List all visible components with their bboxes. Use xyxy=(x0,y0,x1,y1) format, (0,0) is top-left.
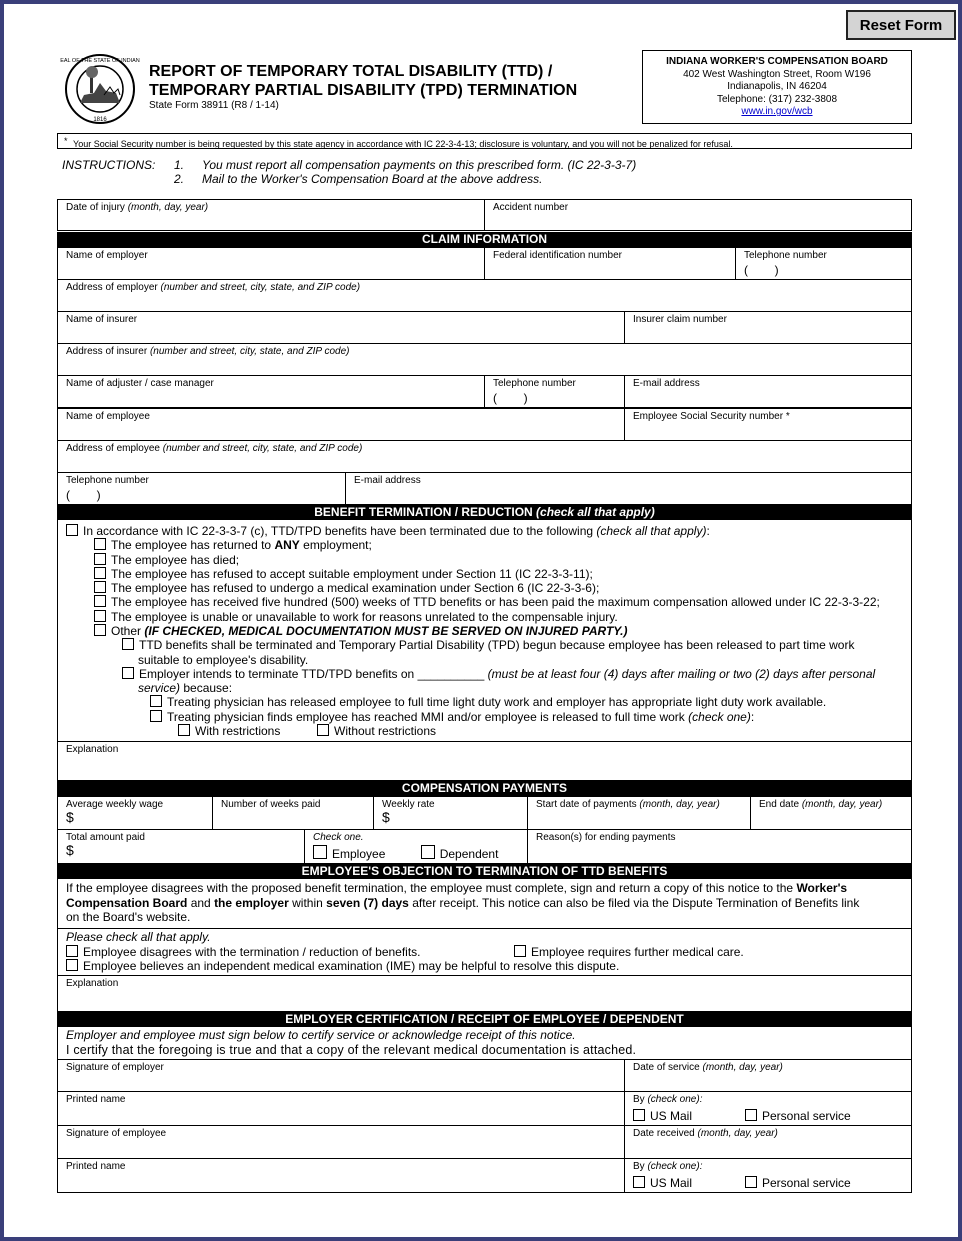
option-text: US Mail xyxy=(650,1176,693,1190)
ssn-notice-text: Your Social Security number is being requested by this state agency in accordance with IC 22-3-4-13; disclosure is voluntary, and you will not be penalized for refusal. xyxy=(73,139,733,149)
checkbox[interactable] xyxy=(122,667,134,679)
dollar-sign: $ xyxy=(66,842,74,858)
instr-number-2: 2. xyxy=(174,172,185,186)
ssn-star: * xyxy=(64,136,68,146)
insurer-name-field[interactable] xyxy=(57,311,625,344)
payee-dependent-option[interactable] xyxy=(421,847,499,861)
accident-number-label: Accident number xyxy=(493,202,569,213)
date-hint: (month, day, year) xyxy=(801,799,883,810)
without-restrictions-option[interactable] xyxy=(317,724,436,738)
employee-telephone-label: Telephone number xyxy=(66,475,149,486)
reason-refused-employment[interactable] xyxy=(94,567,593,581)
start-date-field[interactable] xyxy=(527,796,751,830)
objection-text xyxy=(57,879,912,929)
checkbox[interactable] xyxy=(94,624,106,636)
printed-name-label: Printed name xyxy=(66,1094,126,1105)
reason-other[interactable] xyxy=(94,624,628,638)
checkbox[interactable] xyxy=(94,567,106,579)
date-hint: (month, day, year) xyxy=(697,1128,778,1139)
reason-unavailable[interactable] xyxy=(94,610,618,624)
benefit-explanation-field[interactable] xyxy=(57,741,912,781)
insurer-name-label: Name of insurer xyxy=(66,314,138,325)
checkbox[interactable] xyxy=(94,553,106,565)
insurer-claim-field[interactable] xyxy=(624,311,912,344)
checkbox[interactable] xyxy=(745,1109,757,1121)
form-title xyxy=(149,62,577,112)
certification-text xyxy=(57,1027,912,1060)
checkbox[interactable] xyxy=(317,724,329,736)
instructions xyxy=(62,158,702,188)
check-one-hint: (check one): xyxy=(647,1094,703,1105)
by-label: By xyxy=(633,1094,645,1105)
checkbox[interactable] xyxy=(150,695,162,707)
weekly-rate-field[interactable] xyxy=(373,796,528,830)
date-of-service-field[interactable] xyxy=(624,1059,912,1092)
objection-bold: Compensation Board xyxy=(66,895,188,910)
adjuster-name-field[interactable] xyxy=(57,375,485,408)
objection-para-1: If the employee disagrees with the proposed benefit termination, the employee must complete, sign and return a copy of this notice to the xyxy=(66,881,794,895)
weeks-paid-field[interactable] xyxy=(212,796,374,830)
benefit-header-text: BENEFIT TERMINATION / REDUCTION xyxy=(314,505,533,519)
benefit-main-option[interactable] xyxy=(66,524,710,538)
board-address-box xyxy=(642,50,912,124)
option-text: Employee requires further medical care. xyxy=(531,944,744,959)
claim-information-header: CLAIM INFORMATION xyxy=(57,232,912,247)
checkbox[interactable] xyxy=(122,638,134,650)
checkbox[interactable] xyxy=(94,595,106,607)
date-of-injury-label: Date of injury xyxy=(66,202,125,213)
benefit-main-colon: : xyxy=(706,524,710,538)
title-line-1: REPORT OF TEMPORARY TOTAL DISABILITY (TTD) / xyxy=(149,63,553,80)
option-text: Personal service xyxy=(762,1109,851,1123)
certification-statement: I certify that the foregoing is true and that a copy of the relevant medical documentation is attached. xyxy=(66,1043,637,1057)
option-hint: (check one) xyxy=(688,710,751,724)
insurer-claim-label: Insurer claim number xyxy=(633,314,727,325)
objection-text-part: and xyxy=(190,895,211,910)
certification-header: EMPLOYER CERTIFICATION / RECEIPT OF EMPLOYEE / DEPENDENT xyxy=(57,1012,912,1027)
board-name: INDIANA WORKER'S COMPENSATION BOARD xyxy=(666,56,888,67)
employer-address-label: Address of employer xyxy=(66,282,158,293)
checkbox[interactable] xyxy=(94,581,106,593)
employee-ssn-field[interactable] xyxy=(624,408,912,441)
employee-telephone-field[interactable] xyxy=(57,472,346,505)
intends-terminate-option[interactable] xyxy=(122,667,875,681)
option-text: Employee disagrees with the termination / reduction of benefits. xyxy=(83,944,421,959)
objection-bold: Worker's xyxy=(796,881,848,895)
option-text: because: xyxy=(183,681,233,695)
title-line-2: TEMPORARY PARTIAL DISABILITY (TPD) TERMINATION xyxy=(149,82,578,99)
checkbox[interactable] xyxy=(94,538,106,550)
reason-emphasis: ANY xyxy=(274,538,300,552)
check-all-label: Please check all that apply. xyxy=(66,930,211,944)
end-date-field[interactable] xyxy=(750,796,912,830)
disagree-option[interactable] xyxy=(66,945,421,959)
option-text: Dependent xyxy=(439,847,499,861)
checkbox[interactable] xyxy=(421,845,435,859)
adjuster-email-label: E-mail address xyxy=(633,378,700,389)
instructions-label: INSTRUCTIONS: xyxy=(62,158,156,172)
employer-telephone-field[interactable] xyxy=(735,247,912,280)
insurer-address-label: Address of insurer xyxy=(66,346,148,357)
printed-name-label: Printed name xyxy=(66,1161,126,1172)
employee-address-field[interactable] xyxy=(57,440,912,473)
seal-text: SEAL OF THE STATE OF INDIANA xyxy=(60,58,140,64)
explanation-label: Explanation xyxy=(66,978,119,989)
mmi-option[interactable] xyxy=(150,710,754,724)
dollar-sign: $ xyxy=(382,809,390,825)
instruction-1: You must report all compensation payments on this prescribed form. (IC 22-3-3-7) xyxy=(202,158,637,172)
intends-terminate-continuation xyxy=(138,681,232,695)
employee-name-field[interactable] xyxy=(57,408,625,441)
reason-text: The employee is unable or unavailable to work for reasons unrelated to the compensable injury. xyxy=(111,610,618,624)
checkbox[interactable] xyxy=(313,845,327,859)
option-text: TTD benefits shall be terminated and Temporary Partial Disability (TPD) begun because employee has been released to part time work xyxy=(139,638,855,652)
employer-signature-field[interactable] xyxy=(57,1059,625,1092)
ime-option[interactable] xyxy=(66,959,903,974)
tpd-begun-option[interactable] xyxy=(122,638,854,652)
seal-icon xyxy=(60,53,140,125)
address-hint: (number and street, city, state, and ZIP code) xyxy=(160,282,361,293)
insurer-address-field[interactable] xyxy=(57,343,912,376)
employer-printed-name-field[interactable] xyxy=(57,1091,625,1126)
adjuster-name-label: Name of adjuster / case manager xyxy=(66,378,214,389)
employer-address-field[interactable] xyxy=(57,279,912,312)
service-us-mail-option[interactable] xyxy=(633,1109,692,1123)
adjuster-telephone-field[interactable] xyxy=(484,375,625,408)
payee-employee-option[interactable] xyxy=(313,847,385,861)
option-hint: (must be at least four (4) days after mailing or two (2) days after personal xyxy=(487,667,876,681)
receipt-personal-option[interactable] xyxy=(745,1176,851,1189)
checkbox[interactable] xyxy=(514,945,526,957)
check-one-label: Check one. xyxy=(313,832,364,843)
light-duty-option[interactable] xyxy=(150,695,826,709)
total-amount-field[interactable] xyxy=(57,829,305,864)
employer-telephone-label: Telephone number xyxy=(744,250,827,261)
receipt-method-field xyxy=(624,1158,912,1193)
adjuster-telephone-label: Telephone number xyxy=(493,378,576,389)
adjuster-email-field[interactable] xyxy=(624,375,912,408)
fein-label: Federal identification number xyxy=(493,250,622,261)
checkbox[interactable] xyxy=(150,710,162,722)
employee-address-label: Address of employee xyxy=(66,443,160,454)
fein-field[interactable] xyxy=(484,247,736,280)
total-amount-label: Total amount paid xyxy=(66,832,145,843)
service-personal-option[interactable] xyxy=(745,1109,851,1122)
date-service-label: Date of service xyxy=(633,1062,700,1073)
date-of-injury-field[interactable] xyxy=(57,199,485,231)
option-text: Employer intends to terminate TTD/TPD benefits on __________ xyxy=(139,667,485,681)
state-seal xyxy=(60,53,140,125)
employee-ssn-label: Employee Social Security number * xyxy=(633,411,790,422)
checkbox[interactable] xyxy=(633,1109,645,1121)
date-received-label: Date received xyxy=(633,1128,695,1139)
board-address-1: 402 West Washington Street, Room W196 xyxy=(683,68,871,80)
objection-checks xyxy=(57,928,912,976)
employer-name-field[interactable] xyxy=(57,247,485,280)
reason-text: The employee has received five hundred (500) weeks of TTD benefits or has been paid the maximum compensation allowed under IC 22-3-3-22; xyxy=(111,595,880,609)
area-code-parens: ( ) xyxy=(66,488,101,502)
reason-text: The employee has returned to xyxy=(111,538,272,552)
employee-printed-name-field[interactable] xyxy=(57,1158,625,1193)
option-text: With restrictions xyxy=(195,724,281,738)
dollar-sign: $ xyxy=(66,809,74,825)
option-text: Personal service xyxy=(762,1176,851,1190)
checkbox[interactable] xyxy=(178,724,190,736)
objection-bold: seven (7) days xyxy=(326,895,409,910)
service-method-field xyxy=(624,1091,912,1126)
area-code-parens: ( ) xyxy=(744,263,779,277)
instruction-2: Mail to the Worker's Compensation Board at the above address. xyxy=(202,172,543,186)
payee-type-field xyxy=(304,829,528,864)
checkbox[interactable] xyxy=(66,945,78,957)
explanation-label: Explanation xyxy=(66,744,119,755)
avg-wage-label: Average weekly wage xyxy=(66,799,164,810)
reason-other-warning: (IF CHECKED, MEDICAL DOCUMENTATION MUST BE SERVED ON INJURED PARTY.) xyxy=(144,624,628,638)
reasons-label: Reason(s) for ending payments xyxy=(536,832,676,843)
tpd-begun-continuation: suitable to employee's disability. xyxy=(138,653,309,667)
with-restrictions-option[interactable] xyxy=(178,724,280,738)
checkbox[interactable] xyxy=(66,959,78,971)
board-phone: Telephone: (317) 232-3808 xyxy=(716,93,838,105)
option-hint: service) xyxy=(138,681,181,695)
reason-text: Other xyxy=(111,624,142,638)
weekly-rate-label: Weekly rate xyxy=(382,799,435,810)
objection-para-3: on the Board's website. xyxy=(66,910,191,924)
signature-employer-label: Signature of employer xyxy=(66,1062,164,1073)
instr-number-1: 1. xyxy=(174,158,185,172)
accident-number-field[interactable] xyxy=(484,199,912,231)
end-date-label: End date xyxy=(759,799,800,810)
reason-died[interactable] xyxy=(94,553,239,567)
checkbox[interactable] xyxy=(66,524,78,536)
date-hint: (month, day, year) xyxy=(639,799,720,810)
benefit-main-text: In accordance with IC 22-3-3-7 (c), TTD/TPD benefits have been terminated due to the following xyxy=(83,524,594,538)
form-number: State Form 38911 (R8 / 1-14) xyxy=(149,100,279,111)
option-text: Employee xyxy=(332,847,386,861)
reason-text: The employee has died; xyxy=(111,553,240,567)
by-label: By xyxy=(633,1161,645,1172)
board-website-link[interactable]: www.in.gov/wcb xyxy=(741,106,813,117)
further-care-option[interactable] xyxy=(514,945,744,960)
option-text: Treating physician finds employee has reached MMI and/or employee is released to full time work xyxy=(167,710,685,724)
option-text: Treating physician has released employee to full time light duty work and employer has appropriate light duty work available. xyxy=(167,695,827,709)
reason-text: employment; xyxy=(303,538,372,552)
checkbox[interactable] xyxy=(94,610,106,622)
board-address-2: Indianapolis, IN 46204 xyxy=(727,81,827,92)
receipt-us-mail-option[interactable] xyxy=(633,1176,692,1190)
reason-text: The employee has refused to undergo a medical examination under Section 6 (IC 22-3-3-6); xyxy=(111,581,600,595)
reset-form-button[interactable]: Reset Form xyxy=(846,10,956,40)
reason-500-weeks[interactable] xyxy=(94,595,880,609)
start-date-label: Start date of payments xyxy=(536,799,637,810)
certification-instruction: Employer and employee must sign below to certify service or acknowledge receipt of this notice. xyxy=(66,1028,576,1042)
objection-text-part: within xyxy=(292,895,323,910)
signature-employee-label: Signature of employee xyxy=(66,1128,167,1139)
date-of-injury-hint: (month, day, year) xyxy=(127,202,209,213)
checkbox[interactable] xyxy=(633,1176,645,1188)
address-hint: (number and street, city, state, and ZIP code) xyxy=(149,346,350,357)
compensation-payments-header: COMPENSATION PAYMENTS xyxy=(57,781,912,796)
form-page xyxy=(4,4,958,1237)
employee-signature-field[interactable] xyxy=(57,1125,625,1159)
objection-text-part: after receipt. This notice can also be filed via the Dispute Termination of Benefits link xyxy=(412,895,860,910)
employee-email-field[interactable] xyxy=(345,472,912,505)
ssn-notice xyxy=(57,133,912,149)
seal-year: 1816 xyxy=(93,117,107,123)
employer-name-label: Name of employer xyxy=(66,250,148,261)
checkbox[interactable] xyxy=(745,1176,757,1188)
reasons-ending-field[interactable] xyxy=(527,829,912,864)
option-text: US Mail xyxy=(650,1109,693,1123)
check-one-hint: (check one): xyxy=(647,1161,703,1172)
date-hint: (month, day, year) xyxy=(702,1062,783,1073)
benefit-termination-header xyxy=(57,505,912,520)
employee-email-label: E-mail address xyxy=(354,475,421,486)
area-code-parens: ( ) xyxy=(493,391,528,405)
benefit-header-hint: (check all that apply) xyxy=(536,505,655,519)
weeks-paid-label: Number of weeks paid xyxy=(221,799,321,810)
date-received-field[interactable] xyxy=(624,1125,912,1159)
average-weekly-wage-field[interactable] xyxy=(57,796,213,830)
objection-header: EMPLOYEE'S OBJECTION TO TERMINATION OF TTD BENEFITS xyxy=(57,864,912,879)
employee-name-label: Name of employee xyxy=(66,411,150,422)
reason-refused-exam[interactable] xyxy=(94,581,599,595)
objection-explanation-field[interactable] xyxy=(57,975,912,1012)
option-colon: : xyxy=(750,710,755,724)
address-hint: (number and street, city, state, and ZIP code) xyxy=(162,443,363,454)
reason-returned-to-work[interactable] xyxy=(94,538,372,552)
objection-bold: the employer xyxy=(214,895,289,910)
benefit-main-hint: (check all that apply) xyxy=(596,524,707,538)
option-text: Employee believes an independent medical examination (IME) may be helpful to resolve this dispute. xyxy=(83,959,620,973)
reason-text: The employee has refused to accept suitable employment under Section 11 (IC 22-3-3-11); xyxy=(111,567,593,581)
option-text: Without restrictions xyxy=(334,724,437,738)
